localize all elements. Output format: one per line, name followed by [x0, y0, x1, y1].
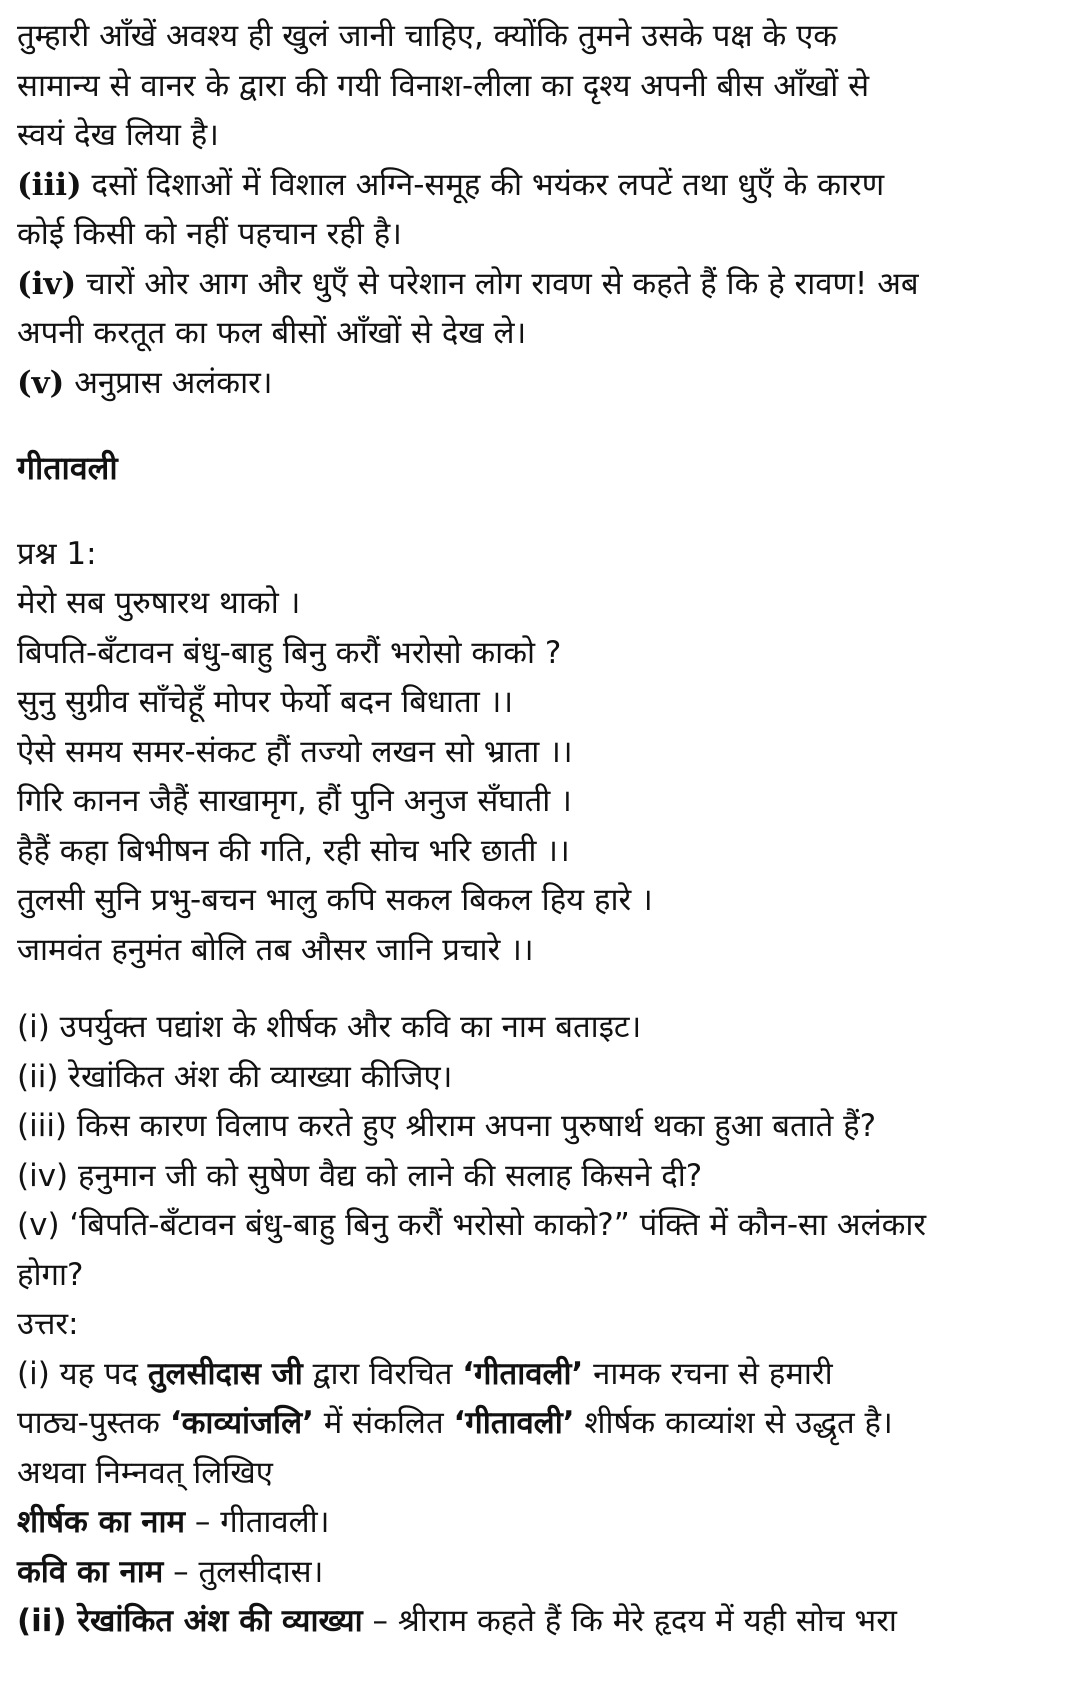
- question-label: प्रश्न 1:: [17, 535, 97, 572]
- verse-line: तुलसी सुनि प्रभु-बचन भालु कपि सकल बिकल हिय हारे ।: [17, 882, 653, 918]
- text-line: स्वयं देख लिया है।: [17, 117, 219, 153]
- poet-label: कवि का नाम: [17, 1553, 164, 1590]
- poem-title: ‘गीतावली’: [453, 1405, 575, 1441]
- section-heading: गीतावली: [17, 449, 118, 487]
- answer-iii-text: दसों दिशाओं में विशाल अग्नि-समूह की भयंकर लपटें तथा धुएँ के कारण: [81, 166, 885, 203]
- answer-iv-label: (iv): [17, 265, 77, 302]
- text-line: तुम्हारी आँखें अवश्य ही खुलं जानी चाहिए, क्योंकि तुमने उसके पक्ष के एक: [17, 18, 838, 54]
- spacer: [17, 975, 1067, 1003]
- verse-line: ऐसे समय समर-संकट हौं तज्यो लखन सो भ्राता ।।: [17, 733, 573, 770]
- verse-line: बिपति-बँटावन बंधु-बाहु बिनु करौं भरोसो काको ?: [17, 634, 562, 671]
- spacer: [17, 494, 1067, 530]
- answer-label: उत्तर:: [17, 1306, 79, 1342]
- title-line: [17, 1498, 1067, 1548]
- text-line: कोई किसी को नहीं पहचान रही है।: [17, 216, 402, 252]
- sub-question: (iv) हनुमान जी को सुषेण वैद्य को लाने की सलाह किसने दी?: [17, 1157, 703, 1194]
- verse-line: जामवंत हनुमंत बोलि तब औसर जानि प्रचारे ।।: [17, 931, 534, 968]
- author-name: तुलसीदास जी: [147, 1355, 303, 1392]
- answer-text: (i) यह पद: [17, 1355, 148, 1392]
- poet-line: [17, 1548, 1067, 1598]
- answer-i-line-1: [17, 1350, 1067, 1400]
- sub-question: होगा?: [17, 1256, 84, 1293]
- sub-question: (ii) रेखांकित अंश की व्याख्या कीजिए।: [17, 1058, 453, 1095]
- text-line: सामान्य से वानर के द्वारा की गयी विनाश-लीला का दृश्य अपनी बीस आँखों से: [17, 67, 870, 104]
- answer-text: नामक रचना से हमारी: [583, 1355, 833, 1392]
- work-name: ‘गीतावली’: [462, 1355, 584, 1392]
- answer-text: द्वारा विरचित: [302, 1355, 463, 1392]
- title-label: शीर्षक का नाम: [17, 1504, 186, 1540]
- explanation-text: – श्रीराम कहते हैं कि मेरे हृदय में यही सोच भरा: [362, 1603, 897, 1639]
- answer-text: में संकलित: [313, 1405, 454, 1441]
- answer-v-line: [17, 359, 1067, 409]
- document-page: [17, 12, 1067, 1647]
- sub-question: (iii) किस कारण विलाप करते हुए श्रीराम अपना पुरुषार्थ थका हुआ बताते हैं?: [17, 1108, 877, 1144]
- poet-value: – तुलसीदास।: [163, 1553, 324, 1590]
- spacer: [17, 408, 1067, 444]
- explanation-line: [17, 1597, 1067, 1647]
- answer-v-text: अनुप्रास अलंकार।: [64, 364, 273, 401]
- book-name: ‘काव्यांजलि’: [169, 1405, 314, 1441]
- answer-i-line-2: [17, 1399, 1067, 1449]
- answer-iv-text: चारों ओर आग और धुएँ से परेशान लोग रावण से कहते हैं कि हे रावण! अब: [76, 265, 919, 302]
- sub-question: (v) ‘बिपति-बँटावन बंधु-बाहु बिनु करौं भरोसो काको?” पंक्ति में कौन-सा अलंकार: [17, 1207, 927, 1243]
- answer-text: पाठ्य-पुस्तक: [17, 1405, 170, 1441]
- verse-line: सुनु सुग्रीव साँचेहूँ मोपर फेर्यो बदन बिधाता ।।: [17, 684, 514, 720]
- text-line: अपनी करतूत का फल बीसों आँखों से देख ले।: [17, 315, 527, 351]
- explanation-label: (ii) रेखांकित अंश की व्याख्या: [17, 1603, 363, 1639]
- answer-v-label: (v): [17, 364, 65, 401]
- answer-iv-line: [17, 260, 1067, 310]
- answer-text: शीर्षक काव्यांश से उद्धृत है।: [574, 1405, 893, 1441]
- answer-iii-line: [17, 161, 1067, 211]
- answer-iii-label: (iii): [17, 166, 82, 203]
- verse-line: गिरि कानन जैहैं साखामृग, हौं पुनि अनुज सँघाती ।: [17, 783, 572, 819]
- verse-line: हैहैं कहा बिभीषन की गति, रही सोच भरि छाती ।।: [17, 832, 570, 869]
- verse-line: मेरो सब पुरुषारथ थाको ।: [17, 585, 301, 621]
- title-value: – गीतावली।: [185, 1504, 330, 1540]
- sub-question: (i) उपर्युक्त पद्यांश के शीर्षक और कवि का नाम बताइट।: [17, 1009, 642, 1045]
- text-line: अथवा निम्नवत् लिखिए: [17, 1454, 273, 1491]
